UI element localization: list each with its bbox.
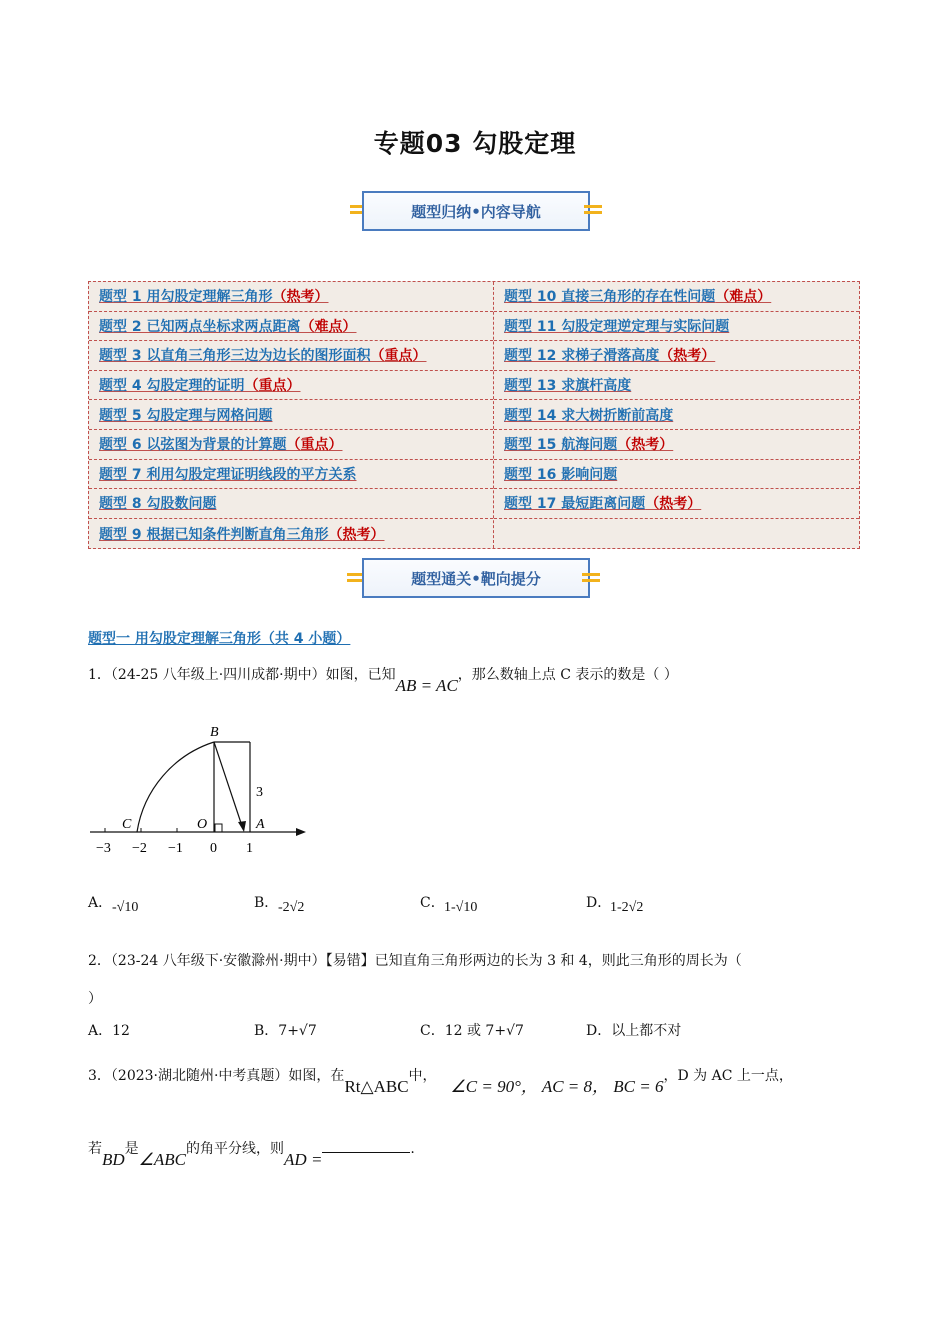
- page-title: 专题03 勾股定理: [373, 129, 577, 158]
- toc-link[interactable]: 题型 17 最短距离问题: [504, 496, 646, 513]
- toc-tag: （热考）: [617, 437, 674, 454]
- section-banner-nav: 题型归纳•内容导航: [362, 191, 590, 231]
- toc-link[interactable]: 题型 4 勾股定理的证明: [99, 378, 245, 395]
- toc-item[interactable]: [89, 312, 493, 342]
- tick-label: 1: [246, 841, 253, 856]
- toc-tag: （重点）: [286, 437, 343, 454]
- toc-item[interactable]: [494, 460, 859, 490]
- option-letter: A．: [88, 895, 113, 911]
- tick-label: −3: [96, 841, 111, 856]
- toc-link[interactable]: 题型 1 用勾股定理解三角形: [99, 289, 273, 306]
- toc-column-right: [494, 282, 859, 548]
- toc-tag: （热考）: [659, 348, 716, 365]
- point-label-o: O: [197, 817, 208, 832]
- math-expression: Rt△ABC: [344, 1077, 409, 1096]
- number-line-figure: [80, 718, 320, 868]
- point-label-c: C: [122, 817, 132, 832]
- toc-link[interactable]: 题型 15 航海问题: [504, 437, 618, 454]
- option-letter: B．: [254, 895, 279, 911]
- question-3-text: .: [410, 1141, 415, 1157]
- toc-link[interactable]: 题型 10 直接三角形的存在性问题: [504, 289, 716, 306]
- toc-item[interactable]: [494, 400, 859, 430]
- toc-item[interactable]: [494, 312, 859, 342]
- banner-decoration-right: [584, 205, 602, 217]
- toc-tag: （重点）: [244, 378, 301, 395]
- toc-link[interactable]: 题型 5 勾股定理与网格问题: [99, 407, 273, 424]
- toc-tag: （重点）: [370, 348, 427, 365]
- arrow-head: [238, 821, 246, 832]
- toc-item[interactable]: [89, 519, 493, 549]
- toc-link[interactable]: 题型 13 求旗杆高度: [504, 378, 632, 395]
- toc-link[interactable]: 题型 8 勾股数问题: [99, 496, 217, 513]
- toc-link[interactable]: 题型 2 已知两点坐标求两点距离: [99, 318, 301, 335]
- toc-item[interactable]: [494, 282, 859, 312]
- question-3-line-2: [88, 1138, 415, 1169]
- toc-table: [88, 281, 860, 549]
- option-c[interactable]: C．12 或 7+√7: [420, 1023, 524, 1039]
- toc-link[interactable]: 题型 7 利用勾股定理证明线段的平方关系: [99, 466, 357, 483]
- option-letter: C．: [420, 895, 445, 911]
- tick-label: −1: [168, 841, 183, 856]
- question-3-text: 3．（2023·湖北随州·中考真题）如图，在: [88, 1068, 345, 1084]
- section-heading[interactable]: 题型一 用勾股定理解三角形（共 4 小题）: [88, 631, 351, 647]
- point-label-b: B: [210, 725, 219, 740]
- option-letter: D．: [586, 895, 612, 911]
- math-expression: AD =: [284, 1150, 323, 1169]
- option-d-value: 1-2√2: [610, 900, 644, 915]
- math-expression: BD: [102, 1150, 125, 1169]
- toc-item[interactable]: [89, 371, 493, 401]
- option-b[interactable]: [254, 892, 278, 912]
- option-b[interactable]: B．7+√7: [254, 1023, 317, 1039]
- math-expression: AB = AC: [395, 676, 458, 695]
- toc-item[interactable]: [89, 430, 493, 460]
- question-3-text: 若: [88, 1141, 102, 1157]
- question-2-text-end: ）: [88, 991, 102, 1007]
- toc-item[interactable]: [89, 489, 493, 519]
- option-d[interactable]: [586, 892, 611, 912]
- toc-link[interactable]: 题型 6 以弦图为背景的计算题: [99, 437, 287, 454]
- question-1: [88, 664, 678, 695]
- question-1-text: 1．（24-25 八年级上·四川成都·期中）如图，已知: [88, 667, 396, 683]
- option-b-value: -2√2: [278, 900, 305, 915]
- math-expression: ∠C = 90°， AC = 8， BC = 6: [450, 1077, 664, 1096]
- toc-link[interactable]: 题型 3 以直角三角形三边为边长的图形面积: [99, 348, 371, 365]
- toc-tag: （热考）: [645, 496, 702, 513]
- question-3: [88, 1060, 793, 1096]
- tick-label: −2: [132, 841, 147, 856]
- side-label: 3: [256, 785, 263, 800]
- question-1-text-end: ，那么数轴上点 C 表示的数是（ ）: [457, 667, 678, 683]
- toc-link[interactable]: 题型 16 影响问题: [504, 466, 618, 483]
- option-a[interactable]: [88, 892, 112, 912]
- question-3-text: 中，: [408, 1068, 437, 1084]
- toc-item[interactable]: [89, 282, 493, 312]
- toc-tag: （热考）: [328, 526, 385, 543]
- toc-tag: （难点）: [715, 289, 772, 306]
- toc-link[interactable]: 题型 11 勾股定理逆定理与实际问题: [504, 318, 730, 335]
- option-d[interactable]: D．以上都不对: [586, 1023, 682, 1039]
- option-c-value: 1-√10: [444, 900, 478, 915]
- toc-item[interactable]: [89, 341, 493, 371]
- toc-item[interactable]: [89, 400, 493, 430]
- question-3-text: 是: [124, 1141, 139, 1157]
- option-a[interactable]: A．12: [88, 1023, 130, 1039]
- toc-link[interactable]: 题型 14 求大树折断前高度: [504, 407, 674, 424]
- toc-tag: （热考）: [272, 289, 329, 306]
- toc-link[interactable]: 题型 12 求梯子滑落高度: [504, 348, 660, 365]
- point-label-a: A: [256, 817, 265, 832]
- toc-item[interactable]: [494, 341, 859, 371]
- banner-decoration-right: [582, 573, 600, 585]
- question-2-text: 2．（23-24 八年级下·安徽滁州·期中）【易错】已知直角三角形两边的长为 3 和 4，则此三角形的周长为（: [88, 953, 742, 969]
- toc-item[interactable]: [494, 371, 859, 401]
- question-3-text: 的角平分线，则: [186, 1141, 285, 1157]
- toc-item[interactable]: [494, 430, 859, 460]
- toc-column-left: [89, 282, 494, 548]
- right-angle-mark: [215, 824, 222, 832]
- option-a-value: -√10: [112, 900, 139, 915]
- toc-tag: （难点）: [300, 318, 357, 335]
- toc-item: [494, 519, 859, 549]
- toc-link[interactable]: 题型 9 根据已知条件判断直角三角形: [99, 526, 329, 543]
- toc-item[interactable]: [89, 460, 493, 490]
- math-expression: ∠ABC: [138, 1150, 187, 1169]
- section-banner-practice: 题型通关•靶向提分: [362, 558, 590, 598]
- option-c[interactable]: [420, 892, 445, 912]
- tick-label: 0: [210, 841, 217, 856]
- toc-item[interactable]: [494, 489, 859, 519]
- answer-blank[interactable]: [322, 1152, 410, 1153]
- question-3-text: ，D 为 AC 上一点，: [663, 1068, 793, 1084]
